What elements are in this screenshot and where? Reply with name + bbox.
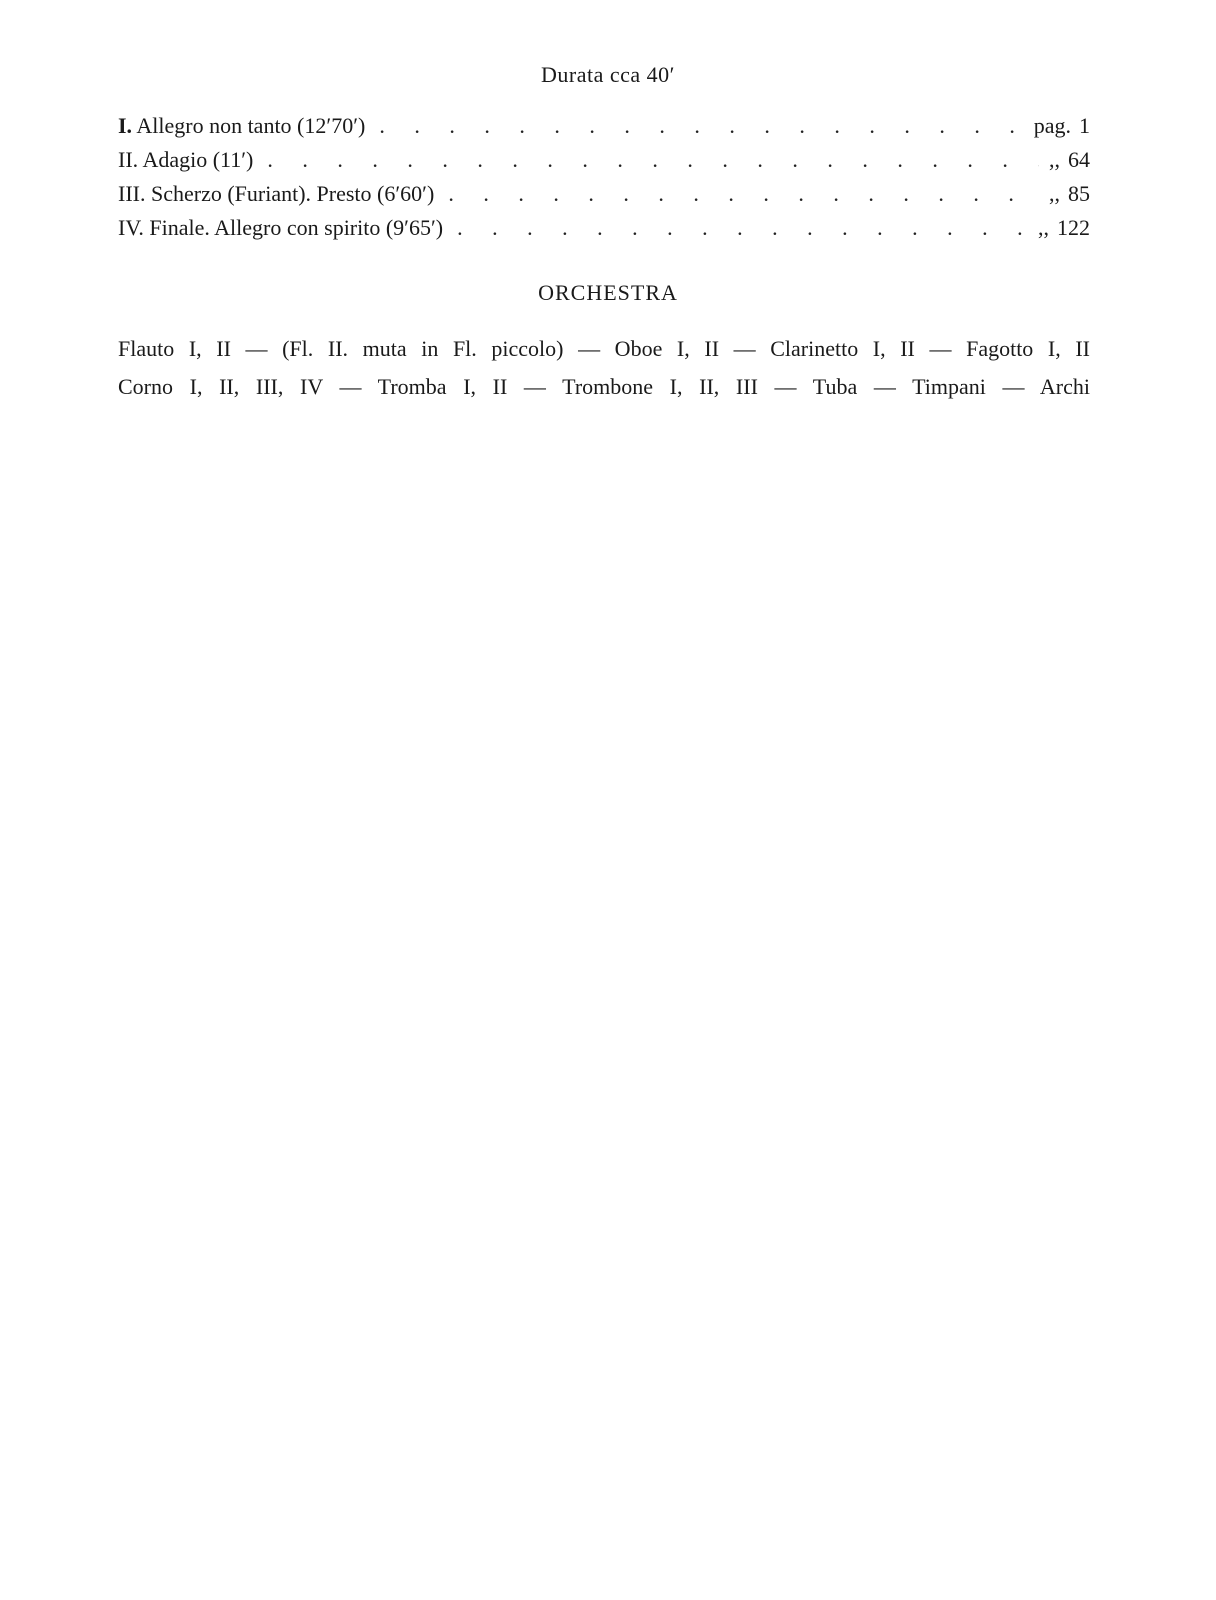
toc-entry-page (1049, 147, 1090, 173)
toc-entry-number: IV. (118, 215, 144, 240)
toc-entry-1 (118, 113, 1090, 147)
toc-entry-2 (118, 147, 1090, 181)
toc-entry-4 (118, 215, 1090, 249)
toc-entry-title (118, 215, 443, 241)
toc-page-number: 64 (1068, 147, 1090, 172)
toc-entry-page (1034, 113, 1090, 139)
toc-page-number: 1 (1079, 113, 1090, 138)
toc-entry-number: III. (118, 181, 146, 206)
toc-entry-title (118, 147, 253, 173)
toc-entry-number: II. (118, 147, 139, 172)
toc-entry-number: I. (118, 113, 133, 138)
toc-page-number: 85 (1068, 181, 1090, 206)
toc-leader-dots (448, 181, 1039, 207)
toc-entry-text: Scherzo (Furiant). Presto (6′60′) (150, 181, 435, 206)
duration-text: Durata cca 40′ (541, 62, 675, 87)
toc-leader-dots (267, 147, 1039, 173)
orchestra-instrumentation (118, 330, 1090, 406)
toc-entry-page (1038, 215, 1090, 241)
toc-page-prefix: ,, (1049, 147, 1060, 172)
orchestra-line-brass-strings: Corno I, II, III, IV — Tromba I, II — Trombone I, II, III — Tuba — Timpani — Archi (118, 374, 1090, 399)
toc-page-prefix: ,, (1038, 215, 1049, 240)
orchestra-heading: ORCHESTRA (538, 280, 678, 305)
orchestra-line-woodwinds: Flauto I, II — (Fl. II. muta in Fl. piccolo) — Oboe I, II — Clarinetto I, II — Fagotto I, II (118, 336, 1090, 361)
toc-page-prefix: pag. (1033, 113, 1071, 138)
toc-entry-page (1049, 181, 1090, 207)
toc-page-prefix: ,, (1049, 181, 1060, 206)
toc-entry-text: Adagio (11′) (142, 147, 254, 172)
toc-leader-dots (457, 215, 1028, 241)
toc-entry-3 (118, 181, 1090, 215)
toc-entry-title (118, 113, 365, 139)
toc-page-number: 122 (1057, 215, 1090, 240)
toc-leader-dots (379, 113, 1023, 139)
toc-entry-text: Finale. Allegro con spirito (9′65′) (149, 215, 444, 240)
table-of-contents (118, 113, 1090, 249)
toc-entry-title (118, 181, 434, 207)
toc-entry-text: Allegro non tanto (12′70′) (136, 113, 366, 138)
